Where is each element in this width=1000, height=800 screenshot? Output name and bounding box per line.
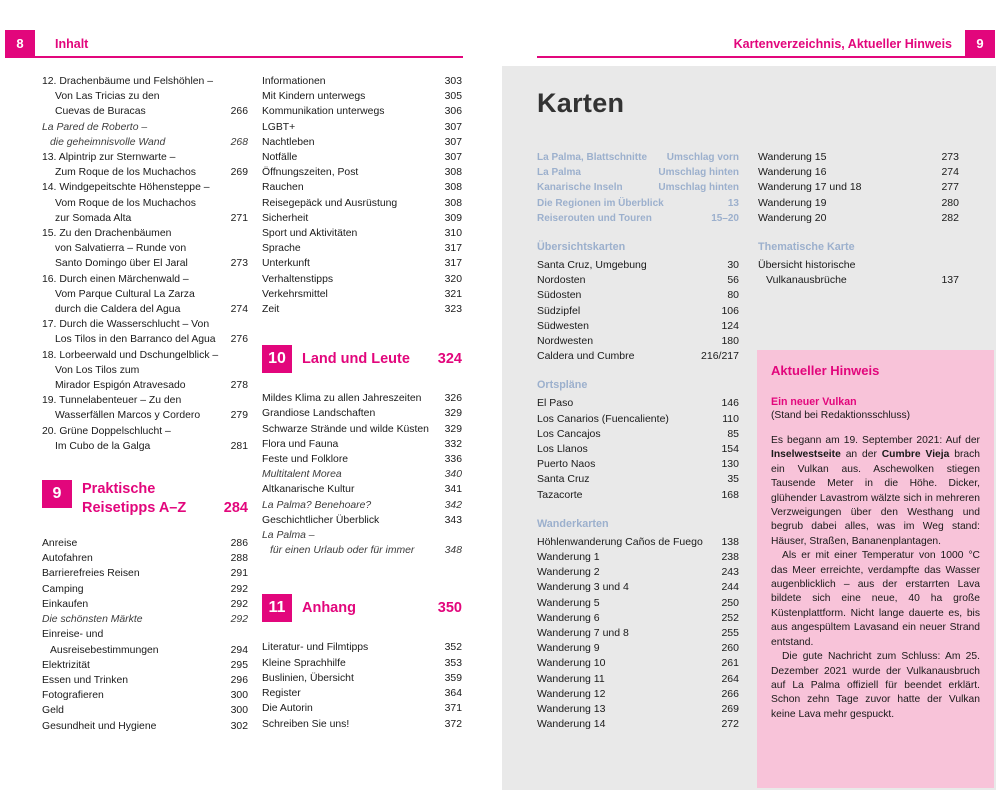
section-9-title-line2: Reisetipps A–Z (82, 500, 187, 517)
section-11-header (262, 594, 462, 622)
toc-entry: Mildes Klima zu allen Jahreszeiten 326 (262, 393, 462, 405)
map-index-column-2 (758, 150, 959, 288)
toc-entry: Sicherheit 309 (262, 212, 462, 224)
map-group-header: Wanderkarten (537, 517, 609, 530)
map-entry: Caldera und Cumbre 216/217 (537, 350, 739, 363)
map-entry: Wanderung 11 264 (537, 672, 739, 685)
toc-entry: Zeit 323 (262, 304, 462, 316)
section-9-number-badge: 9 (42, 480, 72, 508)
toc-entry: Einreise- und Ausreisebestimmungen 294 (42, 629, 248, 656)
map-wanderkarten-continued (758, 150, 959, 226)
map-entry: La Palma, Blattschnitte Umschlag vorn (537, 152, 739, 163)
map-entry: Wanderung 6 252 (537, 611, 739, 624)
section-10-number-badge: 10 (262, 345, 292, 373)
right-page-header-title: Kartenverzeichnis, Aktueller Hinweis (733, 37, 952, 51)
map-entry: Wanderung 19 280 (758, 196, 959, 209)
header-rule-right (537, 56, 995, 58)
map-entry: Los Cancajos 85 (537, 427, 739, 440)
hint-paragraph: Die gute Nachricht zum Schluss: Am 25. Dezember 2021 wurde der Vulkanausbruch auf La Palma offiziell für beendet erklärt. Schon zehn Tage zuvor hatte der Vulkan keine Lava mehr gespuckt. (771, 651, 980, 720)
map-entry: Wanderung 14 272 (537, 718, 739, 731)
toc-entry: Grandiose Landschaften 329 (262, 408, 462, 420)
toc-entry: La Palma? Benehoare? 342 (262, 499, 462, 511)
map-entry: Puerto Naos 130 (537, 458, 739, 471)
toc-entry: Feste und Folklore 336 (262, 454, 462, 466)
toc-entry: Literatur- und Filmtipps 352 (262, 642, 462, 654)
toc-entry: Reisegepäck und Ausrüstung 308 (262, 197, 462, 209)
map-entry: Los Llanos 154 (537, 443, 739, 456)
toc-entry: Camping 292 (42, 583, 248, 595)
toc-entry: Essen und Trinken 296 (42, 674, 248, 686)
toc-entry: Mit Kindern unterwegs 305 (262, 91, 462, 103)
toc-column-2 (262, 74, 462, 732)
thematic-entry-page: 137 (941, 274, 959, 287)
map-entry: Santa Cruz 35 (537, 473, 739, 486)
toc-entry: Gesundheit und Hygiene 302 (42, 720, 248, 732)
section-9-title-line1: Praktische (82, 481, 156, 498)
map-entry: Wanderung 5 250 (537, 596, 739, 609)
toc-entry: Unterkunft 317 (262, 258, 462, 270)
map-entry: Die Regionen im Überblick 13 (537, 197, 739, 209)
map-entry: Kanarische Inseln Umschlag hinten (537, 182, 739, 194)
hint-body-text (771, 434, 980, 722)
hint-subtitle: Ein neuer Vulkan (771, 396, 857, 408)
map-entry (758, 273, 959, 288)
map-entry: Wanderung 15 273 (758, 151, 959, 163)
map-entry: El Paso 146 (537, 397, 739, 410)
toc-entry: La Palma – für einen Urlaub oder für immer 348 (262, 530, 462, 557)
toc-entry: Fotografieren 300 (42, 690, 248, 702)
toc-walks-list (42, 74, 248, 454)
section-10-header (262, 345, 462, 373)
hint-paragraph: Als er mit einer Temperatur von 1000 °C das Meer erreichte, verdampfte das Wasser augenblicklich – aus der erstarrten Lava bildete sich eine neue, 40 ha große Küstenplattform. Nicht lange dauerte es, bis aus angespültem Lavasand ein neuer Strand entstand. (771, 550, 980, 648)
toc-entry: Nachtleben 307 (262, 136, 462, 148)
header-rule-left (5, 56, 463, 58)
map-index-column-1 (537, 150, 739, 733)
page-number-right: 9 (965, 30, 995, 56)
hint-title: Aktueller Hinweis (771, 363, 880, 378)
map-entry: Höhlenwanderung Caños de Fuego 138 (537, 535, 739, 548)
toc-entry: Verhaltenstipps 320 (262, 273, 462, 285)
hint-paragraph: Es begann am 19. September 2021: Auf der Inselwestseite an der Cumbre Vieja brach ein Vulkan aus. Aschewolken stiegen Tausende Meter in die Höhe. Dicker, glühender Lavastrom wälzte sich in mehreren Verzweigungen über den Westhang und begrub dabei alles, was im Weg stand: Häuser, Straßen, Bananenplantagen. (771, 435, 980, 547)
toc-entry: 17. Durch die Wasserschlucht – Von Los Tilos in den Barranco del Agua 276 (42, 319, 248, 346)
section-11-title: Anhang (302, 599, 356, 616)
toc-entry: Informationen 303 (262, 76, 462, 87)
karten-title: Karten (537, 88, 625, 118)
thematic-entry-line1: Übersicht historische (758, 259, 856, 272)
toc-entry: Schwarze Strände und wilde Küsten 329 (262, 423, 462, 435)
toc-entry: Öffnungszeiten, Post 308 (262, 167, 462, 179)
section-10-page-number: 324 (437, 350, 462, 367)
map-entry: Wanderung 17 und 18 277 (758, 181, 959, 194)
toc-entry: Rauchen 308 (262, 182, 462, 194)
map-entry: Reiserouten und Touren 15–20 (537, 212, 739, 224)
map-entry: Nordosten 56 (537, 274, 739, 287)
map-entry: Wanderung 12 266 (537, 687, 739, 700)
map-entry: Südwesten 124 (537, 319, 739, 332)
map-entry: Wanderung 1 238 (537, 551, 739, 564)
section-11-page-number: 350 (437, 599, 462, 616)
toc-entry: 15. Zu den Drachenbäumen von Salvatierra – Runde von Santo Domingo über El Jaral 273 (42, 228, 248, 270)
toc-entry: Kommunikation unterwegs 306 (262, 106, 462, 118)
thematic-entry-line2: Vulkanausbrüche (766, 274, 847, 287)
map-entry: Wanderung 13 269 (537, 703, 739, 716)
toc-anhang-list (262, 640, 462, 731)
toc-entry: Anreise 286 (42, 538, 248, 550)
map-entry: Wanderung 3 und 4 244 (537, 581, 739, 594)
toc-entry: Schreiben Sie uns! 372 (262, 718, 462, 730)
toc-entry: 12. Drachenbäume und Felshöhlen – Von Las Tricias zu den Cuevas de Buracas 266 (42, 76, 248, 118)
map-groups (537, 240, 739, 732)
map-entry: Wanderung 16 274 (758, 166, 959, 179)
maps-page-panel (502, 66, 996, 790)
toc-entry: Einkaufen 292 (42, 598, 248, 610)
toc-entry: Sprache 317 (262, 243, 462, 255)
toc-land-und-leute-list (262, 391, 462, 558)
toc-entry: Kleine Sprachhilfe 353 (262, 657, 462, 669)
map-entry: Wanderung 20 282 (758, 211, 959, 224)
toc-entry: 20. Grüne Doppelschlucht – Im Cubo de la Galga 281 (42, 425, 248, 452)
map-entry: Nordwesten 180 (537, 335, 739, 348)
toc-entry: 13. Alpintrip zur Sternwarte – Zum Roque de los Muchachos 269 (42, 152, 248, 179)
toc-entry: Flora und Fauna 332 (262, 438, 462, 450)
toc-a-z-list-continued (262, 74, 462, 317)
hint-stand-note: (Stand bei Redaktionsschluss) (771, 410, 911, 421)
toc-entry: Barrierefreies Reisen 291 (42, 568, 248, 580)
toc-entry: La Pared de Roberto – die geheimnisvolle Wand 268 (42, 121, 248, 148)
toc-entry: Sport und Aktivitäten 310 (262, 228, 462, 240)
toc-entry: 19. Tunnelabenteuer – Zu den Wasserfällen Marcos y Cordero 279 (42, 395, 248, 422)
section-11-number-badge: 11 (262, 594, 292, 622)
map-entry: Südosten 80 (537, 289, 739, 302)
toc-entry: Register 364 (262, 688, 462, 700)
map-entry: Los Canarios (Fuencaliente) 110 (537, 412, 739, 425)
map-entry: Tazacorte 168 (537, 488, 739, 501)
map-entry: Südzipfel 106 (537, 304, 739, 317)
toc-entry: Elektrizität 295 (42, 659, 248, 671)
map-entry: Wanderung 2 243 (537, 566, 739, 579)
toc-entry: Die Autorin 371 (262, 703, 462, 715)
map-entry (758, 258, 959, 273)
section-10-title: Land und Leute (302, 350, 410, 367)
map-group-header: Ortspläne (537, 379, 588, 392)
map-entry: La Palma Umschlag hinten (537, 167, 739, 179)
toc-entry: Multitalent Morea 340 (262, 469, 462, 481)
map-group-header: Übersichtskarten (537, 241, 626, 254)
toc-entry: 16. Durch einen Märchenwald – Vom Parque Cultural La Zarza durch die Caldera del Agua 274 (42, 273, 248, 316)
left-page-header-title: Inhalt (55, 37, 89, 51)
toc-entry: LGBT+ 307 (262, 121, 462, 133)
aktueller-hinweis-box (757, 350, 994, 788)
toc-a-z-list (42, 536, 248, 734)
page-number-left: 8 (5, 30, 35, 56)
toc-entry: Geschichtlicher Überblick 343 (262, 514, 462, 526)
map-group-thematische-karte: Thematische Karte (758, 241, 855, 254)
toc-entry: Verkehrsmittel 321 (262, 288, 462, 300)
toc-entry: Buslinien, Übersicht 359 (262, 672, 462, 684)
section-9-page-number: 284 (223, 500, 248, 517)
toc-entry: Notfälle 307 (262, 152, 462, 164)
map-entry: Wanderung 9 260 (537, 642, 739, 655)
toc-entry: 14. Windgepeitschte Höhensteppe – Vom Roque de los Muchachos zur Somada Alta 271 (42, 182, 248, 224)
toc-column-1 (42, 74, 248, 734)
toc-entry: Geld 300 (42, 705, 248, 717)
toc-entry: 18. Lorbeerwald und Dschungelblick – Von Los Tilos zum Mirador Espigón Atravesado 278 (42, 349, 248, 392)
toc-entry: Altkanarische Kultur 341 (262, 484, 462, 496)
toc-entry: Die schönsten Märkte 292 (42, 614, 248, 626)
map-entry: Wanderung 10 261 (537, 657, 739, 670)
section-9-title-block (82, 480, 248, 518)
map-entry: Santa Cruz, Umgebung 30 (537, 259, 739, 272)
toc-entry: Autofahren 288 (42, 553, 248, 565)
section-9-header (42, 480, 248, 518)
map-entry: Wanderung 7 und 8 255 (537, 627, 739, 640)
map-top-list (537, 150, 739, 226)
